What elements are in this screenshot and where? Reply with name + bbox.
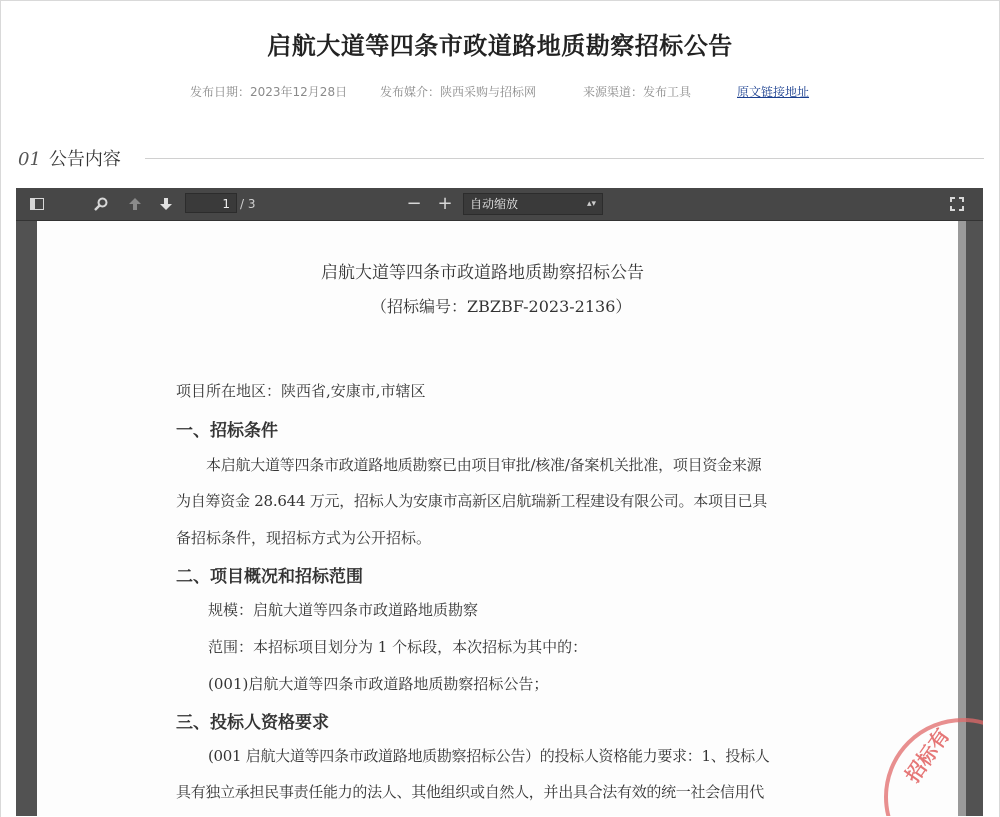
section-number: 01 bbox=[18, 149, 41, 170]
section-heading bbox=[18, 145, 121, 171]
publish-date: 发布日期：2023年12月28日 bbox=[190, 85, 348, 99]
doc-code: （招标编号：ZBZBF-2023-2136） bbox=[371, 297, 632, 316]
doc-heading-3: 三、投标人资格要求 bbox=[176, 713, 329, 733]
doc-heading-2: 二、项目概况和招标范围 bbox=[176, 567, 363, 587]
source-channel: 来源渠道：发布工具 bbox=[583, 85, 692, 99]
doc-title: 启航大道等四条市政道路地质勘察招标公告 bbox=[321, 263, 644, 283]
doc-paragraph-line: 备招标条件，现招标方式为公开招标。 bbox=[176, 529, 432, 547]
fullscreen-icon bbox=[950, 197, 964, 211]
doc-paragraph-line: 具有独立承担民事责任能力的法人、其他组织或自然人，并出具合法有效的统一社会信用代 bbox=[176, 783, 765, 801]
original-link[interactable]: 原文链接地址 bbox=[737, 85, 810, 99]
doc-scope: 范围：本招标项目划分为 1 个标段，本次招标为其中的： bbox=[208, 638, 588, 656]
doc-lot: (001)启航大道等四条市政道路地质勘察招标公告； bbox=[208, 675, 549, 693]
page-up-icon bbox=[128, 197, 142, 211]
page-title: 启航大道等四条市政道路地质勘察招标公告 bbox=[267, 32, 733, 60]
sidebar-icon bbox=[30, 198, 44, 210]
doc-heading-1: 一、招标条件 bbox=[176, 421, 278, 441]
section-divider bbox=[145, 158, 984, 159]
zoom-out-icon: − bbox=[406, 193, 422, 214]
publish-media: 发布媒介：陕西采购与招标网 bbox=[380, 85, 537, 99]
next-page-button[interactable] bbox=[155, 188, 177, 220]
doc-region: 项目所在地区：陕西省,安康市,市辖区 bbox=[176, 382, 426, 400]
zoom-select-value: 自动缩放 bbox=[470, 197, 519, 211]
previous-page-button[interactable] bbox=[124, 188, 146, 220]
doc-paragraph-line: 为自筹资金 28.644 万元，招标人为安康市高新区启航瑞新工程建设有限公司。本项目已具 bbox=[176, 492, 768, 510]
doc-scale: 规模：启航大道等四条市政道路地质勘察 bbox=[208, 601, 479, 619]
find-button[interactable] bbox=[90, 188, 112, 220]
page-down-icon bbox=[159, 197, 173, 211]
pdf-viewer bbox=[16, 188, 983, 816]
sidebar-toggle-button[interactable] bbox=[26, 188, 48, 220]
search-icon bbox=[94, 197, 108, 211]
zoom-in-icon: + bbox=[437, 193, 453, 214]
doc-paragraph-line: (001 启航大道等四条市政道路地质勘察招标公告）的投标人资格能力要求：1、投标人 bbox=[208, 747, 770, 765]
page-total: / 3 bbox=[240, 197, 256, 211]
page-number-input[interactable]: 1 bbox=[185, 193, 237, 213]
section-label: 公告内容 bbox=[48, 149, 121, 170]
presentation-mode-button[interactable] bbox=[946, 188, 968, 220]
seal-text: 招标有 bbox=[900, 723, 955, 787]
doc-paragraph-line: 本启航大道等四条市政道路地质勘察已由项目审批/核准/备案机关批准，项目资金来源 bbox=[206, 456, 762, 474]
pdf-toolbar bbox=[16, 188, 983, 221]
zoom-out-button[interactable] bbox=[403, 188, 425, 220]
zoom-select[interactable] bbox=[463, 193, 603, 215]
original-link-wrap bbox=[737, 83, 809, 100]
select-arrows-icon: ▴▾ bbox=[586, 199, 596, 209]
zoom-in-button[interactable] bbox=[434, 188, 456, 220]
